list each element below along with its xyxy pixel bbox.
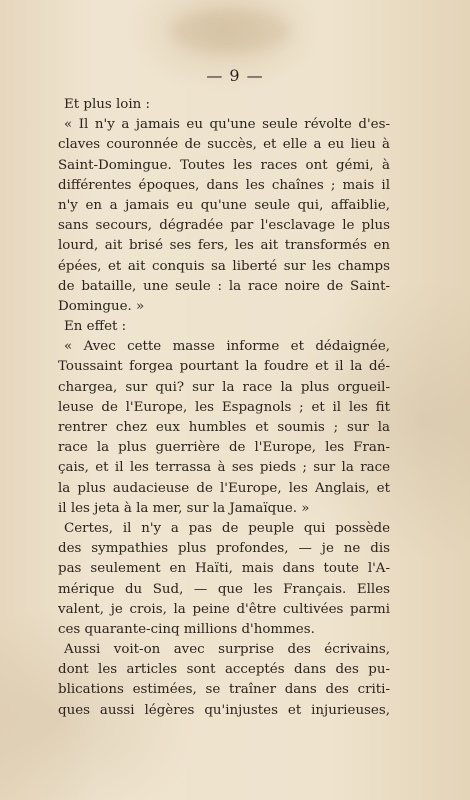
text-line: En effet : bbox=[64, 319, 127, 335]
text-line: de bataille, une seule : la race noire de Saint- bbox=[58, 278, 390, 294]
page-number: — 9 — bbox=[206, 66, 264, 85]
text-line: sans secours, dégradée par l'esclavage le plus bbox=[58, 218, 390, 234]
text-line: Toussaint forgea pourtant la foudre et il la dé- bbox=[58, 359, 390, 375]
text-line: claves couronnée de succès, et elle a eu lieu à bbox=[58, 137, 390, 153]
text-line: il les jeta à la mer, sur la Jamaïque. » bbox=[58, 500, 310, 516]
text-line: Aussi voit-on avec surprise des écrivains, bbox=[64, 642, 390, 658]
text-line: valent, je crois, la peine d'être cultivées parmi bbox=[58, 601, 390, 617]
text-line: ces quarante-cinq millions d'hommes. bbox=[58, 621, 315, 637]
text-line: blications estimées, se traîner dans des criti- bbox=[58, 682, 390, 698]
text-line: chargea, sur qui? sur la race la plus orgueil- bbox=[58, 379, 390, 395]
text-line: dont les articles sont acceptés dans des pu- bbox=[58, 662, 390, 678]
text-line: leuse de l'Europe, les Espagnols ; et il les fit bbox=[58, 399, 390, 415]
text-line: ques aussi légères qu'injustes et injurieuses, bbox=[58, 702, 390, 718]
text-line: Certes, il n'y a pas de peuple qui possède bbox=[64, 520, 390, 536]
text-line: n'y en a jamais eu qu'une seule qui, affaiblie, bbox=[58, 197, 390, 213]
text-line: des sympathies plus profondes, — je ne dis bbox=[58, 541, 390, 557]
text-line: différentes époques, dans les chaînes ; mais il bbox=[58, 177, 390, 193]
text-line: « Il n'y a jamais eu qu'une seule révolte d'es- bbox=[64, 117, 390, 133]
text-line: Et plus loin : bbox=[64, 97, 151, 112]
text-line: mérique du Sud, — que les Français. Elles bbox=[58, 581, 390, 597]
text-line: çais, et il les terrassa à ses pieds ; sur la race bbox=[58, 460, 390, 476]
text-line: Saint-Domingue. Toutes les races ont gémi, à bbox=[58, 157, 390, 173]
body-text bbox=[58, 95, 390, 721]
text-line: épées, et ait conquis sa liberté sur les champs bbox=[58, 258, 390, 274]
text-line: pas seulement en Haïti, mais dans toute l'A- bbox=[58, 561, 390, 577]
text-line: race la plus guerrière de l'Europe, les Fran- bbox=[58, 440, 390, 456]
text-line: lourd, ait brisé ses fers, les ait transformés en bbox=[58, 238, 390, 254]
paper-stain bbox=[170, 8, 290, 54]
text-line: la plus audacieuse de l'Europe, les Anglais, et bbox=[58, 480, 390, 496]
text-line: Domingue. » bbox=[58, 298, 145, 314]
text-line: « Avec cette masse informe et dédaignée, bbox=[64, 339, 390, 355]
text-line: rentrer chez eux humbles et soumis ; sur la bbox=[58, 420, 390, 435]
